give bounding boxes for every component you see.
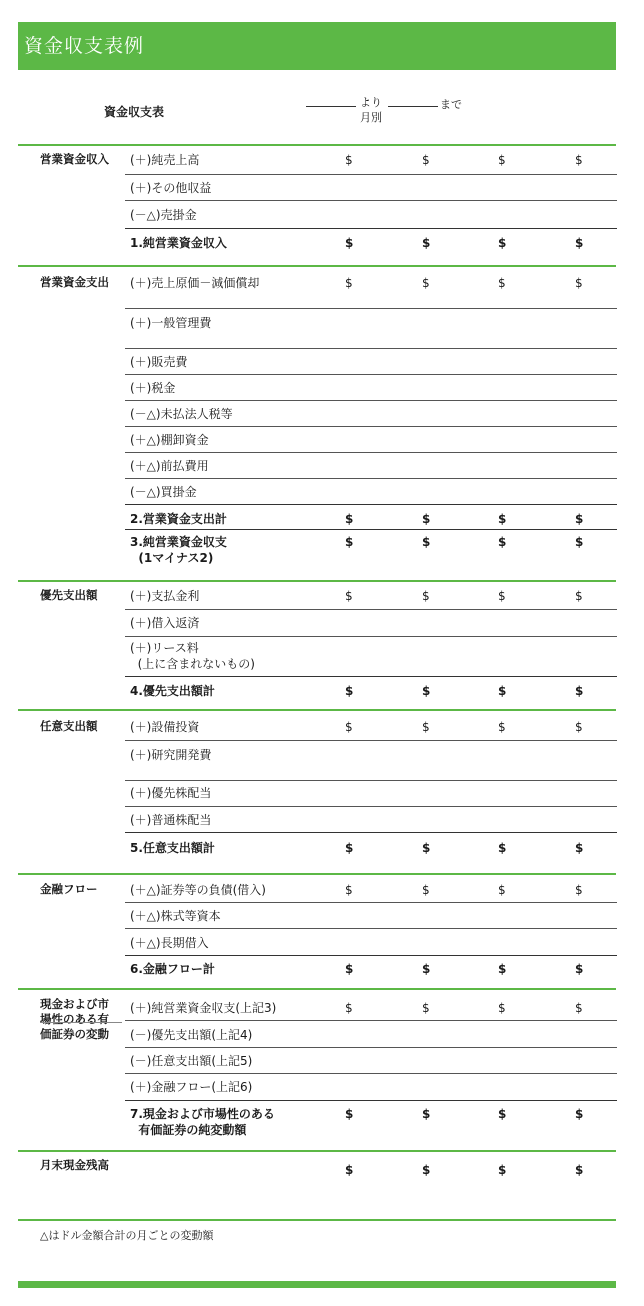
dollar-sign: $ <box>422 883 430 897</box>
dollar-sign: $ <box>345 841 354 855</box>
section-label: 現金および市 場性のある有 価証券の変動 <box>40 997 109 1041</box>
row-line <box>125 636 617 637</box>
dollar-sign: $ <box>498 589 506 603</box>
row-label: (＋△)長期借入 <box>130 936 209 950</box>
row-label: (－△)未払法人税等 <box>130 407 233 421</box>
dollar-sign: $ <box>498 841 507 855</box>
section-divider <box>18 580 616 582</box>
row-label: (＋)税金 <box>130 381 176 395</box>
made-label: まで <box>440 98 462 111</box>
dollar-sign: $ <box>345 236 354 250</box>
dollar-sign: $ <box>345 512 354 526</box>
dollar-sign: $ <box>345 1107 354 1121</box>
dollar-sign: $ <box>575 236 584 250</box>
row-line <box>125 928 617 929</box>
total-row-label: 7.現金および市場性のある 有価証券の純変動額 <box>130 1107 275 1137</box>
dollar-sign: $ <box>345 684 354 698</box>
dollar-sign: $ <box>345 535 354 549</box>
row-line <box>125 529 617 530</box>
dollar-sign: $ <box>422 1001 430 1015</box>
start-blank <box>306 106 356 107</box>
dollar-sign: $ <box>498 153 506 167</box>
dollar-sign: $ <box>345 962 354 976</box>
dollar-sign: $ <box>345 589 353 603</box>
row-line <box>125 1100 617 1101</box>
total-row-label: 4.優先支出額計 <box>130 684 215 698</box>
row-label: (＋)販売費 <box>130 355 188 369</box>
dollar-sign: $ <box>498 962 507 976</box>
dollar-sign: $ <box>422 684 431 698</box>
dollar-sign: $ <box>345 153 353 167</box>
row-label: (＋)支払金利 <box>130 589 200 603</box>
dollar-sign: $ <box>345 883 353 897</box>
row-label: (－)任意支出額(上記5) <box>130 1054 253 1068</box>
monthly-label: 月別 <box>360 111 382 124</box>
row-label: (＋)研究開発費 <box>130 748 212 762</box>
section-label: 優先支出額 <box>40 588 98 602</box>
total-row-label: 2.営業資金支出計 <box>130 512 227 526</box>
yori-label: より <box>360 96 382 109</box>
row-line <box>125 1020 617 1021</box>
dollar-sign: $ <box>422 153 430 167</box>
row-label: (＋)純営業資金収支(上記3) <box>130 1001 277 1015</box>
row-line <box>125 374 617 375</box>
dollar-sign: $ <box>422 589 430 603</box>
section-label: 金融フロー <box>40 882 98 896</box>
row-line <box>125 200 617 201</box>
dollar-sign: $ <box>422 236 431 250</box>
row-line <box>125 348 617 349</box>
section-label: 月末現金残高 <box>40 1158 109 1172</box>
dollar-sign: $ <box>575 535 584 549</box>
section-divider <box>18 709 616 711</box>
footnote: △はドル金額合計の月ごとの変動額 <box>40 1229 214 1242</box>
row-line <box>125 780 617 781</box>
section-underline <box>40 1022 122 1023</box>
dollar-sign: $ <box>575 883 583 897</box>
total-row-label: 3.純営業資金収支 (1マイナス2) <box>130 535 227 565</box>
row-label: (＋△)前払費用 <box>130 459 209 473</box>
dollar-sign: $ <box>575 1107 584 1121</box>
row-line <box>125 676 617 677</box>
dollar-sign: $ <box>498 883 506 897</box>
total-row-label: 6.金融フロー計 <box>130 962 215 976</box>
dollar-sign: $ <box>498 236 507 250</box>
section-divider <box>18 265 616 267</box>
row-line <box>125 955 617 956</box>
row-line <box>125 609 617 610</box>
period-field <box>306 94 486 126</box>
row-line <box>125 308 617 309</box>
dollar-sign: $ <box>345 1001 353 1015</box>
title-banner <box>18 22 616 70</box>
row-line <box>125 174 617 175</box>
section-label: 任意支出額 <box>40 719 98 733</box>
row-label: (－)優先支出額(上記4) <box>130 1028 253 1042</box>
dollar-sign: $ <box>575 1001 583 1015</box>
row-label: (－△)売掛金 <box>130 208 197 222</box>
statement-title: 資金収支表 <box>104 105 165 119</box>
dollar-sign: $ <box>422 841 431 855</box>
row-label: (－△)買掛金 <box>130 485 197 499</box>
dollar-sign: $ <box>498 720 506 734</box>
row-line <box>125 1073 617 1074</box>
dollar-sign: $ <box>575 1163 584 1177</box>
dollar-sign: $ <box>422 535 431 549</box>
dollar-sign: $ <box>498 684 507 698</box>
row-label: (＋△)棚卸資金 <box>130 433 209 447</box>
section-divider <box>18 144 616 146</box>
dollar-sign: $ <box>345 720 353 734</box>
dollar-sign: $ <box>575 512 584 526</box>
dollar-sign: $ <box>575 962 584 976</box>
row-label: (＋)リース料 (上に含まれないもの) <box>130 641 255 671</box>
section-divider <box>18 988 616 990</box>
row-line <box>125 740 617 741</box>
dollar-sign: $ <box>498 1107 507 1121</box>
page-title: 資金収支表例 <box>24 35 145 57</box>
dollar-sign: $ <box>498 512 507 526</box>
dollar-sign: $ <box>498 1163 507 1177</box>
dollar-sign: $ <box>422 276 430 290</box>
row-line <box>125 806 617 807</box>
row-line <box>125 504 617 505</box>
row-line <box>125 832 617 833</box>
row-line <box>125 1047 617 1048</box>
dollar-sign: $ <box>498 276 506 290</box>
row-label: (＋△)株式等資本 <box>130 909 221 923</box>
dollar-sign: $ <box>422 1107 431 1121</box>
dollar-sign: $ <box>422 962 431 976</box>
row-label: (＋)一般管理費 <box>130 316 212 330</box>
bottom-bar <box>18 1281 616 1288</box>
section-label: 営業資金支出 <box>40 275 109 289</box>
section-divider <box>18 1150 616 1152</box>
dollar-sign: $ <box>575 684 584 698</box>
row-label: (＋△)証券等の負債(借入) <box>130 883 266 897</box>
row-line <box>125 452 617 453</box>
dollar-sign: $ <box>345 276 353 290</box>
dollar-sign: $ <box>575 720 583 734</box>
dollar-sign: $ <box>422 1163 431 1177</box>
dollar-sign: $ <box>422 720 430 734</box>
row-label: (＋)純売上高 <box>130 153 200 167</box>
dollar-sign: $ <box>498 535 507 549</box>
dollar-sign: $ <box>575 276 583 290</box>
total-row-label: 1.純営業資金収入 <box>130 236 227 250</box>
row-label: (＋)売上原価－減価償却 <box>130 276 260 290</box>
dollar-sign: $ <box>345 1163 354 1177</box>
row-label: (＋)優先株配当 <box>130 786 212 800</box>
dollar-sign: $ <box>422 512 431 526</box>
row-label: (＋)金融フロー(上記6) <box>130 1080 253 1094</box>
section-label: 営業資金収入 <box>40 152 109 166</box>
dollar-sign: $ <box>575 153 583 167</box>
total-row-label: 5.任意支出額計 <box>130 841 215 855</box>
row-line <box>125 426 617 427</box>
dollar-sign: $ <box>498 1001 506 1015</box>
row-label: (＋)その他収益 <box>130 181 212 195</box>
row-label: (＋)借入返済 <box>130 616 200 630</box>
row-line <box>125 902 617 903</box>
row-label: (＋)普通株配当 <box>130 813 212 827</box>
row-label: (＋)設備投資 <box>130 720 200 734</box>
row-line <box>125 400 617 401</box>
dollar-sign: $ <box>575 841 584 855</box>
section-divider <box>18 1219 616 1221</box>
row-line <box>125 228 617 229</box>
dollar-sign: $ <box>575 589 583 603</box>
end-blank <box>388 106 438 107</box>
row-line <box>125 478 617 479</box>
section-divider <box>18 873 616 875</box>
